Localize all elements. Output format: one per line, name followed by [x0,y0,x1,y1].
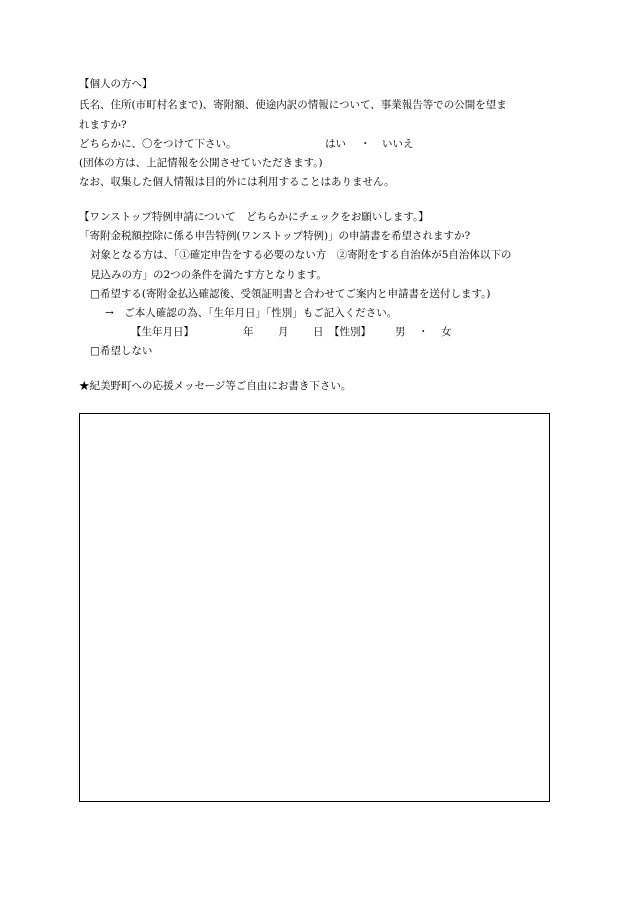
yes-option[interactable]: はい [325,138,346,150]
organization-note: (団体の方は、上記情報を公開させていただきます。) [79,157,323,169]
year-label: 年 [243,326,254,338]
personal-heading: 【個人の方へ】 [79,78,153,90]
no-wish-checkbox-option[interactable]: □希望しない [90,345,153,357]
message-heading: ★紀美野町への応援メッセージ等ご自由にお書き下さい。 [79,380,352,392]
personal-question-line2: れますか? [79,119,127,131]
personal-instruction: どちらかに、〇をつけて下さい。 [79,138,237,150]
yes-no-separator: ・ [360,138,371,150]
male-option[interactable]: 男 [395,326,406,338]
personal-question-line1: 氏名、住所(市町村名まで)、寄附額、使途内訳の情報について、事業報告等での公開を望ま [79,99,507,111]
onestop-heading: 【ワンストップ特例申請について どちらかにチェックをお願いします。】 [79,211,429,223]
onestop-target-line2: 見込みの方」の2つの条件を満たす方となります。 [90,269,327,281]
no-option[interactable]: いいえ [382,138,414,150]
month-label: 月 [278,326,289,338]
gender-label: 【性別】 [329,326,371,338]
birthdate-label: 【生年月日】 [131,326,194,338]
onestop-question: 「寄附金税額控除に係る申告特例(ワンストップ特例)」の申請書を希望されますか? [79,230,471,242]
female-option[interactable]: 女 [441,326,452,338]
day-label: 日 [313,326,324,338]
message-box[interactable] [79,413,550,802]
onestop-target-line1: 対象となる方は、「①確定申告をする必要のない方 ②寄附をする自治体が5自治体以下の [90,249,512,261]
identity-note: → ご本人確認の為、「生年月日」「性別」もご記入ください。 [105,307,398,319]
wish-checkbox-option[interactable]: □希望する(寄附金払込確認後、受領証明書と合わせてご案内と申請書を送付します。) [90,288,491,300]
gender-separator: ・ [418,326,429,338]
privacy-note: なお、収集した個人情報は目的外には利用することはありません。 [79,176,395,188]
